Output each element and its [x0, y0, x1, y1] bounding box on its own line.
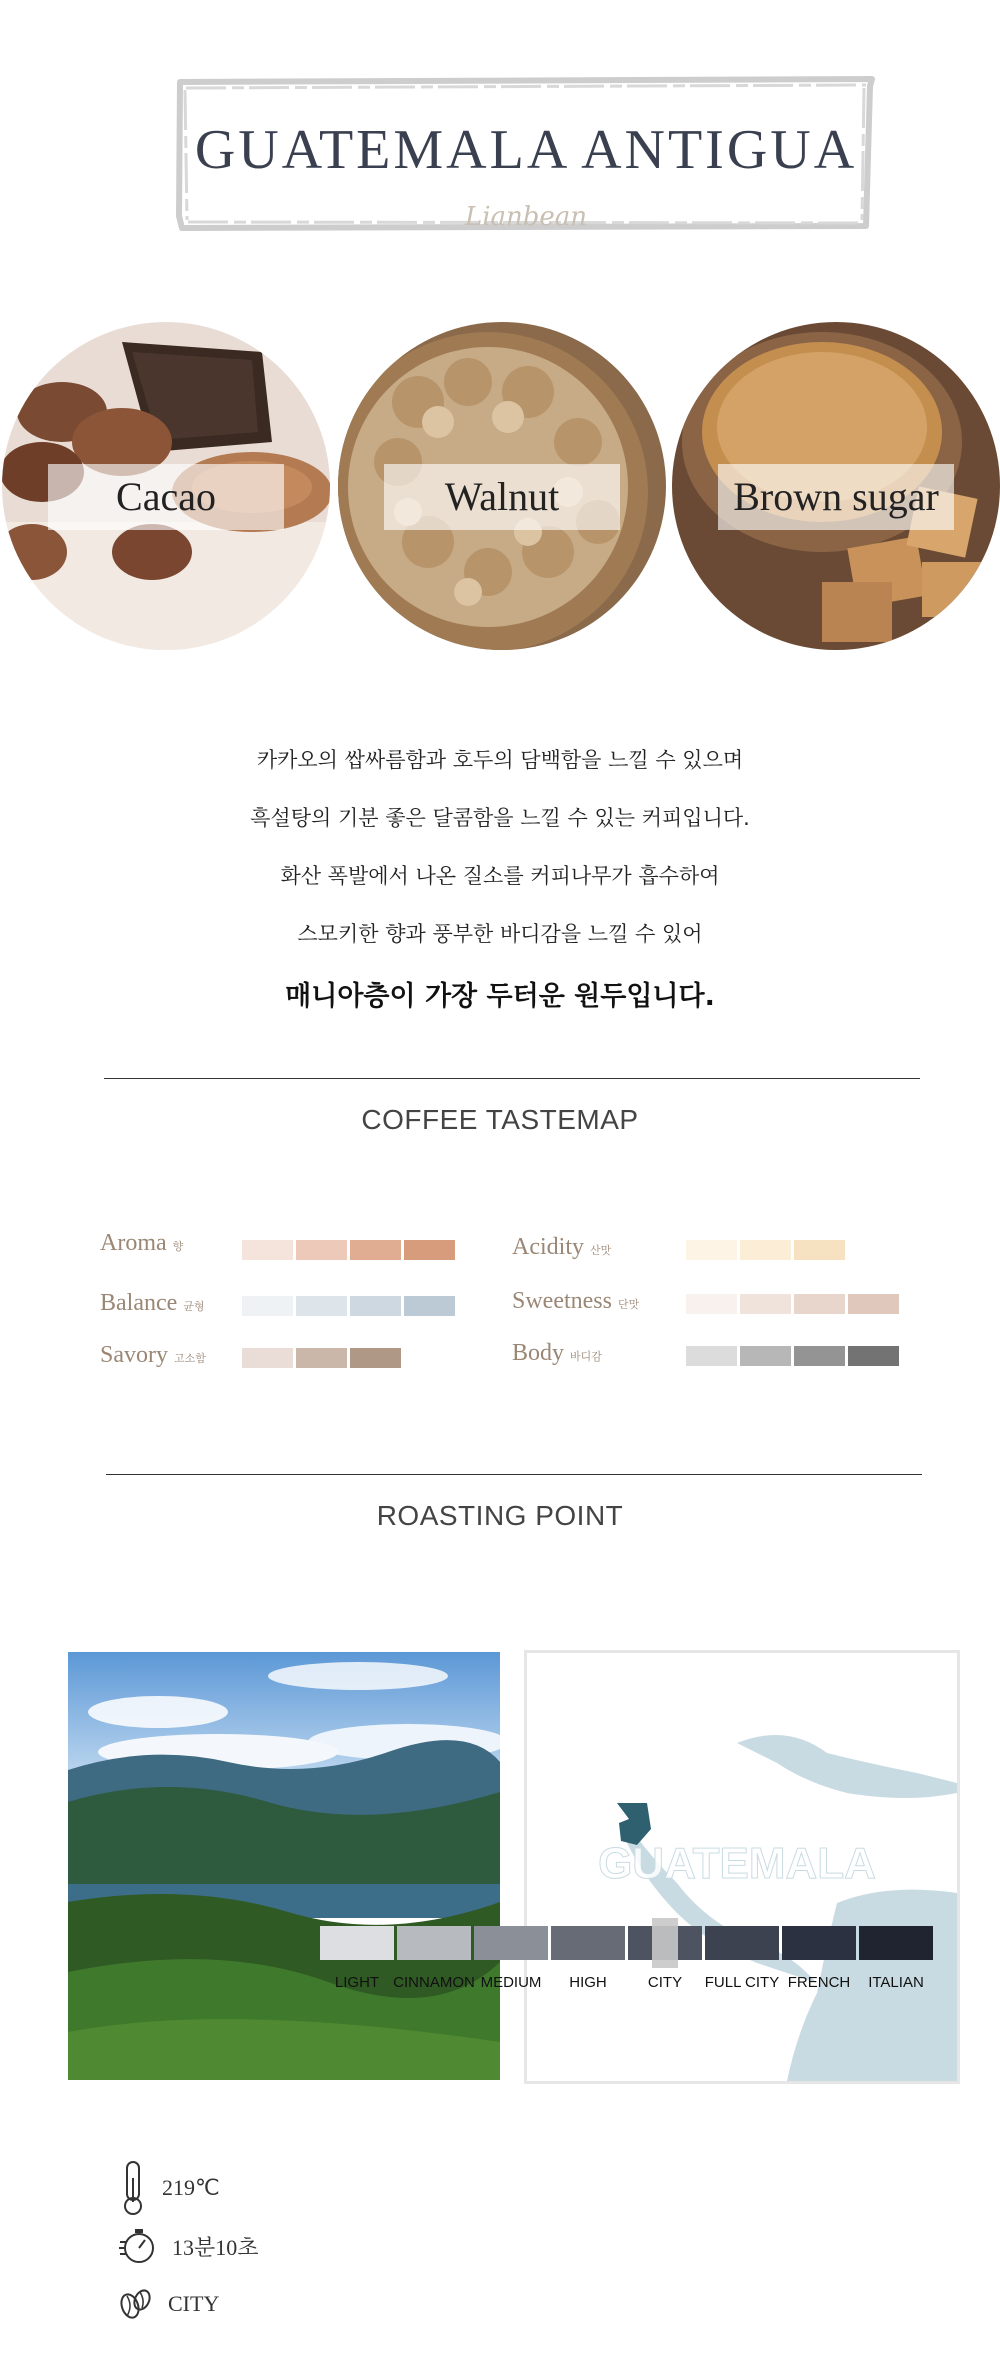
taste-bar-balance — [242, 1296, 455, 1316]
taste-bar-savory — [242, 1348, 401, 1368]
bar-segment — [296, 1296, 347, 1316]
bar-segment — [242, 1348, 293, 1368]
roast-stage-label: CINNAMON — [393, 1974, 475, 1991]
description-line-3: 화산 폭발에서 나온 질소를 커피나무가 흡수하여 — [280, 864, 720, 888]
roast-stage-high — [551, 1926, 625, 1960]
tastemap-title: COFFEE TASTEMAP — [361, 1104, 639, 1135]
description-emphasis: 매니아층이 가장 두터운 원두입니다. — [285, 981, 715, 1012]
bar-segment — [242, 1296, 293, 1316]
bar-segment — [350, 1296, 401, 1316]
bar-segment — [686, 1346, 737, 1366]
bar-segment — [350, 1348, 401, 1368]
page-title: GUATEMALA ANTIGUA — [194, 119, 858, 181]
walnut-image — [338, 322, 666, 650]
roast-stage-label: ITALIAN — [868, 1974, 924, 1991]
bar-segment — [740, 1294, 791, 1314]
roast-stage-label: FULL CITY — [704, 1974, 780, 1991]
roast-point: CITY — [168, 2291, 220, 2316]
brown-sugar-image — [672, 322, 1000, 650]
roast-stage-label: FRENCH — [787, 1974, 851, 1991]
brand-subtitle: Lianbean — [464, 202, 588, 232]
bar-segment — [794, 1240, 845, 1260]
roast-stage-label: CITY — [647, 1974, 683, 1991]
note-label-cacao: Cacao — [48, 464, 284, 530]
bar-segment — [848, 1294, 899, 1314]
bar-segment — [404, 1296, 455, 1316]
roast-stage-full-city — [705, 1926, 779, 1960]
roast-point-row — [118, 2286, 219, 2322]
note-label-brown-sugar: Brown sugar — [718, 464, 954, 530]
bar-segment — [740, 1240, 791, 1260]
bar-segment — [350, 1240, 401, 1260]
divider — [104, 1078, 920, 1079]
roast-stage-medium — [474, 1926, 548, 1960]
roast-marker — [652, 1918, 678, 1968]
guatemala-map — [524, 1650, 960, 2084]
taste-label-acidity: Acidity 산맛 — [512, 1234, 612, 1260]
roast-stage-french — [782, 1926, 856, 1960]
roast-stage-label: HIGH — [569, 1974, 607, 1991]
roast-stage-label: MEDIUM — [480, 1974, 542, 1991]
time-row — [118, 2226, 259, 2266]
description-line-4: 스모키한 향과 풍부한 바디감을 느낄 수 있어 — [297, 922, 703, 946]
taste-bar-sweetness — [686, 1294, 899, 1314]
roast-temperature: 219℃ — [162, 2175, 220, 2200]
thermometer-icon — [118, 2160, 148, 2216]
taste-label-aroma: Aroma 향 — [100, 1230, 184, 1256]
bar-segment — [296, 1348, 347, 1368]
roast-stage-italian — [859, 1926, 933, 1960]
roast-stage-light — [320, 1926, 394, 1960]
roast-stage-cinnamon — [397, 1926, 471, 1960]
bar-segment — [404, 1240, 455, 1260]
divider — [106, 1474, 922, 1475]
map-country-label: GUATEMALA — [598, 1839, 876, 1888]
taste-bar-aroma — [242, 1240, 455, 1260]
bar-segment — [686, 1294, 737, 1314]
cacao-image — [2, 322, 330, 650]
bar-segment — [794, 1346, 845, 1366]
taste-label-savory: Savory 고소함 — [100, 1342, 206, 1368]
bar-segment — [242, 1240, 293, 1260]
roast-time: 13분10초 — [172, 2234, 259, 2260]
stopwatch-icon — [118, 2226, 158, 2266]
bar-segment — [848, 1346, 899, 1366]
landscape-photo — [68, 1652, 500, 2080]
taste-bar-acidity — [686, 1240, 845, 1260]
roast-scale — [320, 1926, 933, 1960]
bar-segment — [296, 1240, 347, 1260]
temperature-row — [118, 2160, 220, 2216]
description-line-2: 흑설탕의 기분 좋은 달콤함을 느낄 수 있는 커피입니다. — [250, 806, 750, 830]
bar-segment — [686, 1240, 737, 1260]
description-line-1: 카카오의 쌉싸름함과 호두의 담백함을 느낄 수 있으며 — [256, 748, 744, 772]
bar-segment — [740, 1346, 791, 1366]
note-label-walnut: Walnut — [384, 464, 620, 530]
taste-label-sweetness: Sweetness 단맛 — [512, 1288, 640, 1314]
taste-label-balance: Balance 균형 — [100, 1290, 205, 1316]
roast-stage-label: LIGHT — [334, 1974, 380, 1991]
coffee-bean-icon — [118, 2286, 154, 2322]
taste-bar-body — [686, 1346, 899, 1366]
taste-label-body: Body 바디감 — [512, 1340, 602, 1366]
bar-segment — [794, 1294, 845, 1314]
roasting-title: ROASTING POINT — [376, 1500, 624, 1531]
